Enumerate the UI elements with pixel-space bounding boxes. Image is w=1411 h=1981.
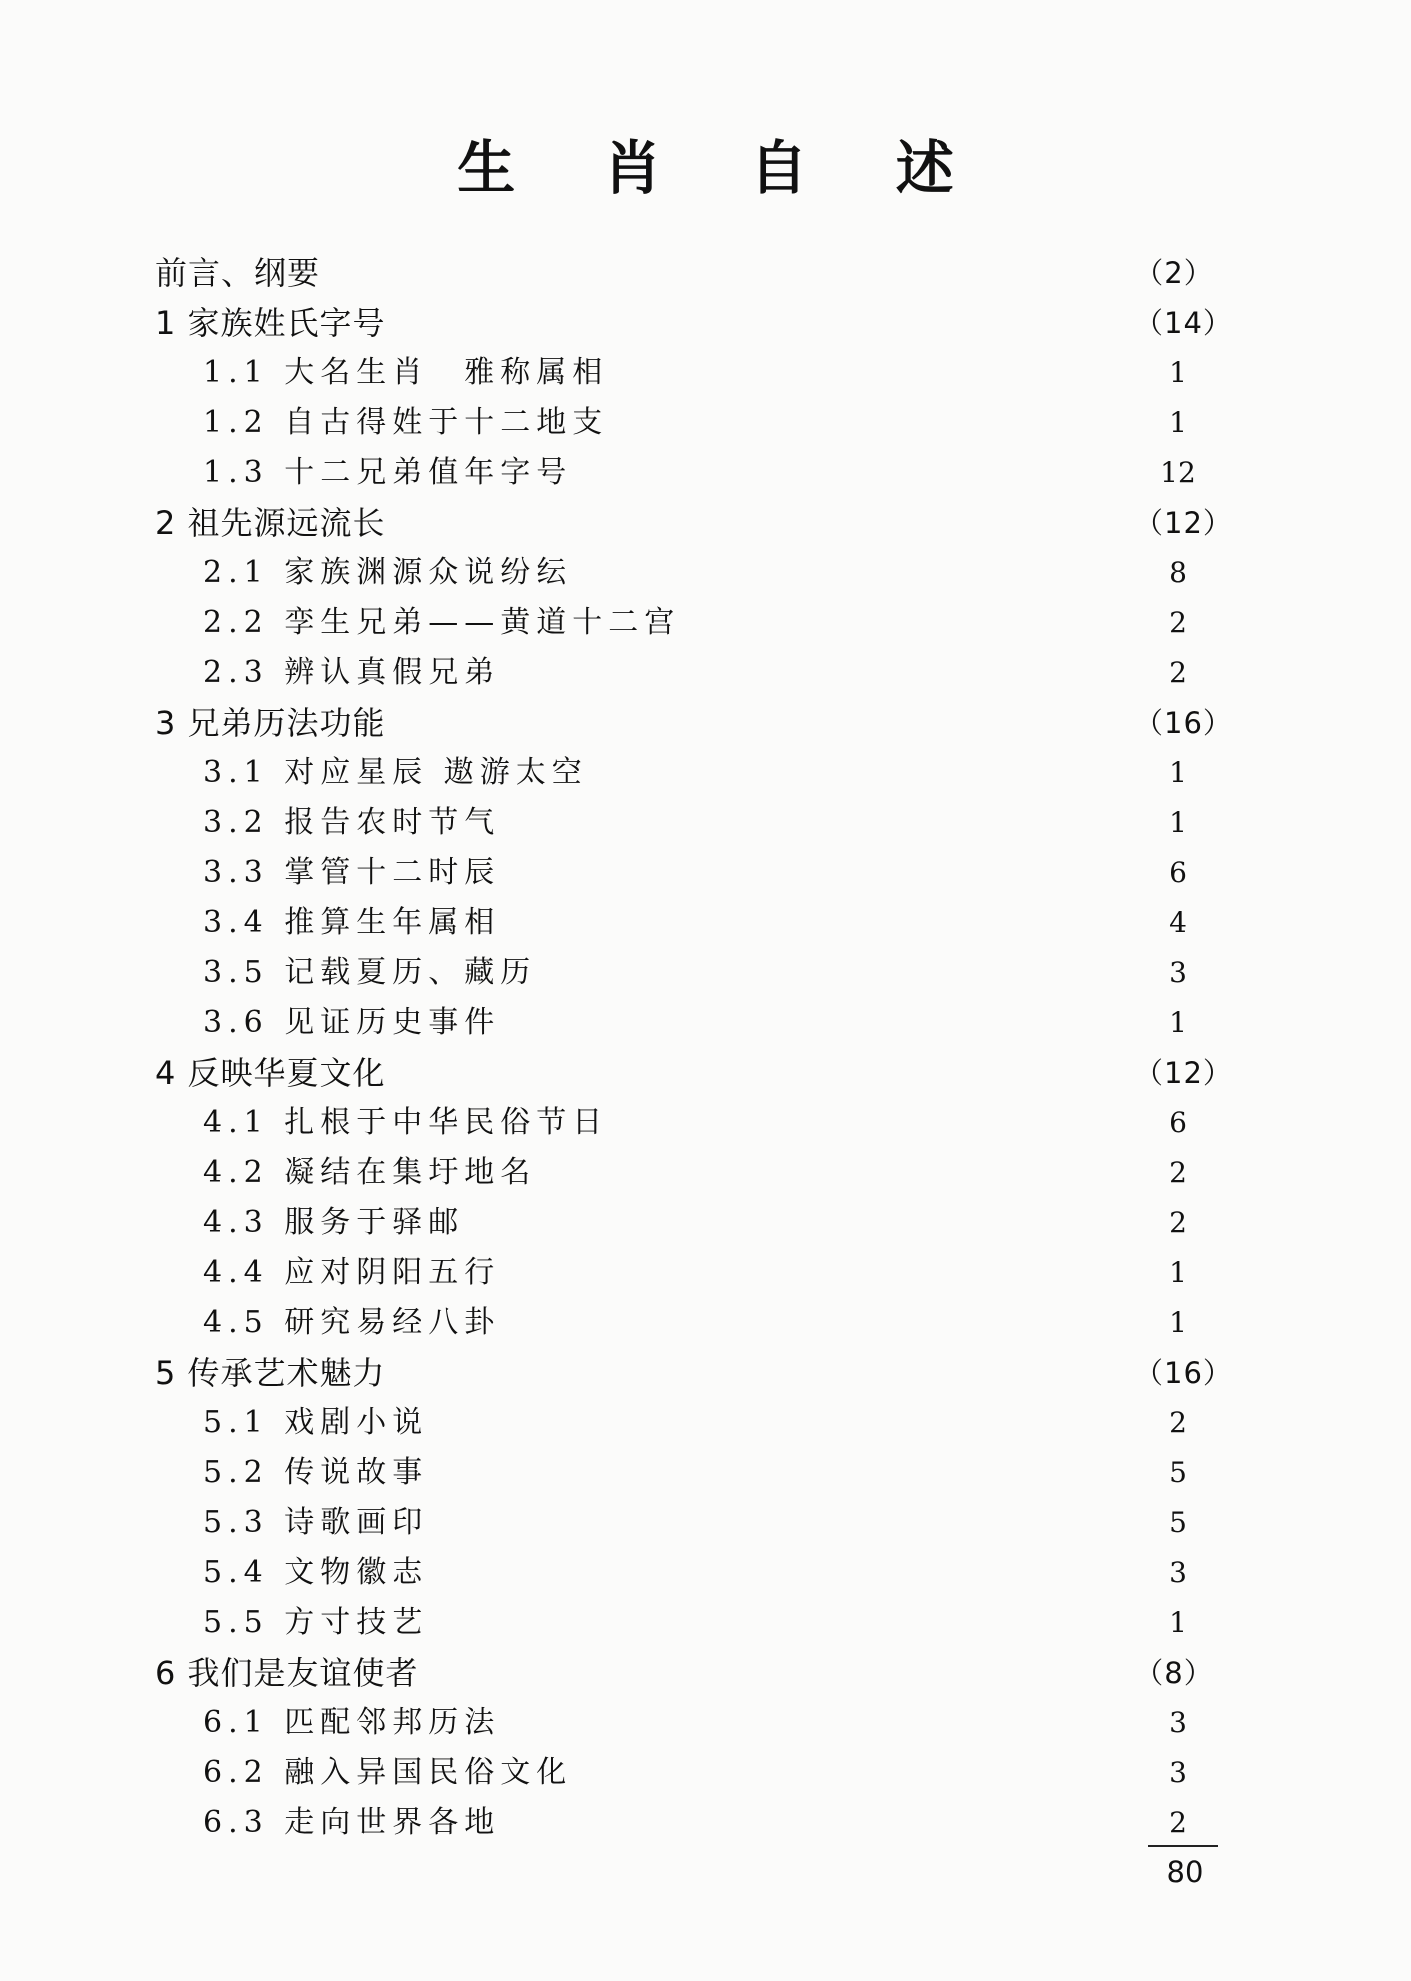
toc-page-count: 1 bbox=[1169, 756, 1187, 789]
total-pages: 80 bbox=[1166, 1855, 1204, 1889]
toc-entry-title: 6 我们是友谊使者 bbox=[155, 1654, 419, 1692]
toc-entry-title: 2.1 家族渊源众说纷纭 bbox=[203, 555, 573, 590]
toc-section-row bbox=[0, 1448, 1411, 1498]
toc-section-row bbox=[0, 1598, 1411, 1648]
toc-page-count: 1 bbox=[1169, 406, 1187, 439]
toc-section-row bbox=[0, 1548, 1411, 1598]
toc-page-count: 4 bbox=[1169, 906, 1187, 939]
toc-section-row bbox=[0, 1698, 1411, 1748]
toc-entry-title: 2 祖先源远流长 bbox=[155, 504, 386, 542]
toc-page-count: 1 bbox=[1169, 1006, 1187, 1039]
toc-chapter-row bbox=[0, 1648, 1411, 1698]
toc-section-row bbox=[0, 348, 1411, 398]
toc-section-row bbox=[0, 848, 1411, 898]
toc-section-row bbox=[0, 1148, 1411, 1198]
toc-section-row bbox=[0, 1198, 1411, 1248]
toc-section-row bbox=[0, 1498, 1411, 1548]
toc-entry-title: 1 家族姓氏字号 bbox=[155, 304, 386, 342]
toc-entry-title: 4.4 应对阴阳五行 bbox=[203, 1255, 501, 1290]
toc-entry-title: 6.3 走向世界各地 bbox=[203, 1805, 501, 1840]
toc-section-row bbox=[0, 1248, 1411, 1298]
toc-page-count: 8 bbox=[1169, 556, 1187, 589]
toc-page-count: 3 bbox=[1169, 1556, 1187, 1589]
toc-section-row bbox=[0, 798, 1411, 848]
toc-chapter-row bbox=[0, 248, 1411, 298]
toc-entry-title: 4.1 扎根于中华民俗节日 bbox=[203, 1105, 609, 1140]
toc-entry-title: 3 兄弟历法功能 bbox=[155, 704, 386, 742]
toc-section-row bbox=[0, 1298, 1411, 1348]
toc-section-row bbox=[0, 1798, 1411, 1848]
toc-entry-title: 3.5 记载夏历、藏历 bbox=[203, 955, 537, 990]
toc-page-count: 6 bbox=[1169, 1106, 1187, 1139]
toc-section-row bbox=[0, 1098, 1411, 1148]
toc-entry-title: 3.6 见证历史事件 bbox=[203, 1005, 501, 1040]
toc-chapter-row bbox=[0, 1348, 1411, 1398]
toc-section-row bbox=[0, 1748, 1411, 1798]
toc-section-row bbox=[0, 648, 1411, 698]
toc-page-count: （12） bbox=[1134, 506, 1233, 540]
toc-page-count: 2 bbox=[1169, 1806, 1187, 1839]
toc-page-count: 2 bbox=[1169, 1206, 1187, 1239]
toc-entry-title: 5 传承艺术魅力 bbox=[155, 1354, 386, 1392]
toc-entry-title: 5.5 方寸技艺 bbox=[203, 1605, 429, 1640]
toc-page-count: 1 bbox=[1169, 356, 1187, 389]
table-of-contents bbox=[0, 248, 1411, 1848]
toc-entry-title: 4.3 服务于驿邮 bbox=[203, 1205, 465, 1240]
toc-chapter-row bbox=[0, 1048, 1411, 1098]
toc-entry-title: 1.3 十二兄弟值年字号 bbox=[203, 455, 573, 490]
total-rule bbox=[1148, 1845, 1218, 1847]
toc-page-count: 2 bbox=[1169, 1156, 1187, 1189]
toc-entry-title: 3.3 掌管十二时辰 bbox=[203, 855, 501, 890]
toc-page-count: 5 bbox=[1169, 1456, 1187, 1489]
toc-section-row bbox=[0, 598, 1411, 648]
toc-entry-title: 5.3 诗歌画印 bbox=[203, 1505, 429, 1540]
toc-entry-title: 3.2 报告农时节气 bbox=[203, 805, 501, 840]
toc-entry-title: 前言、纲要 bbox=[155, 254, 321, 292]
toc-entry-title: 1.2 自古得姓于十二地支 bbox=[203, 405, 609, 440]
toc-page-count: 2 bbox=[1169, 1406, 1187, 1439]
toc-entry-title: 4.5 研究易经八卦 bbox=[203, 1305, 501, 1340]
toc-entry-title: 1.1 大名生肖 雅称属相 bbox=[203, 355, 609, 390]
toc-page-count: 3 bbox=[1169, 1706, 1187, 1739]
toc-entry-title: 3.1 对应星辰 遨游太空 bbox=[203, 755, 588, 790]
toc-entry-title: 4.2 凝结在集圩地名 bbox=[203, 1155, 537, 1190]
toc-page-count: （12） bbox=[1134, 1056, 1233, 1090]
toc-page-count: 12 bbox=[1160, 456, 1196, 489]
toc-page-count: 6 bbox=[1169, 856, 1187, 889]
toc-page-count: 1 bbox=[1169, 806, 1187, 839]
toc-entry-title: 6.2 融入异国民俗文化 bbox=[203, 1755, 573, 1790]
toc-page-count: （2） bbox=[1134, 256, 1214, 290]
toc-page-count: （14） bbox=[1134, 306, 1233, 340]
toc-page-count: 1 bbox=[1169, 1606, 1187, 1639]
toc-page-count: 1 bbox=[1169, 1256, 1187, 1289]
toc-page-count: 2 bbox=[1169, 606, 1187, 639]
toc-section-row bbox=[0, 448, 1411, 498]
toc-entry-title: 2.2 孪生兄弟——黄道十二宫 bbox=[203, 605, 681, 640]
toc-section-row bbox=[0, 898, 1411, 948]
toc-page-count: 3 bbox=[1169, 956, 1187, 989]
toc-section-row bbox=[0, 948, 1411, 998]
toc-page-count: 5 bbox=[1169, 1506, 1187, 1539]
toc-section-row bbox=[0, 748, 1411, 798]
toc-page-count: （8） bbox=[1134, 1656, 1214, 1690]
toc-entry-title: 3.4 推算生年属相 bbox=[203, 905, 501, 940]
toc-page-count: 2 bbox=[1169, 656, 1187, 689]
toc-section-row bbox=[0, 998, 1411, 1048]
toc-section-row bbox=[0, 1398, 1411, 1448]
toc-entry-title: 4 反映华夏文化 bbox=[155, 1054, 386, 1092]
toc-chapter-row bbox=[0, 298, 1411, 348]
toc-page-count: 1 bbox=[1169, 1306, 1187, 1339]
toc-page-count: （16） bbox=[1134, 1356, 1233, 1390]
toc-section-row bbox=[0, 398, 1411, 448]
toc-entry-title: 5.1 戏剧小说 bbox=[203, 1405, 429, 1440]
toc-entry-title: 5.2 传说故事 bbox=[203, 1455, 429, 1490]
toc-entry-title: 5.4 文物徽志 bbox=[203, 1555, 429, 1590]
toc-chapter-row bbox=[0, 698, 1411, 748]
toc-page-count: （16） bbox=[1134, 706, 1233, 740]
toc-section-row bbox=[0, 548, 1411, 598]
toc-entry-title: 6.1 匹配邻邦历法 bbox=[203, 1705, 501, 1740]
page-title: 生 肖 自 述 bbox=[457, 134, 988, 202]
toc-chapter-row bbox=[0, 498, 1411, 548]
toc-page-count: 3 bbox=[1169, 1756, 1187, 1789]
toc-entry-title: 2.3 辨认真假兄弟 bbox=[203, 655, 501, 690]
